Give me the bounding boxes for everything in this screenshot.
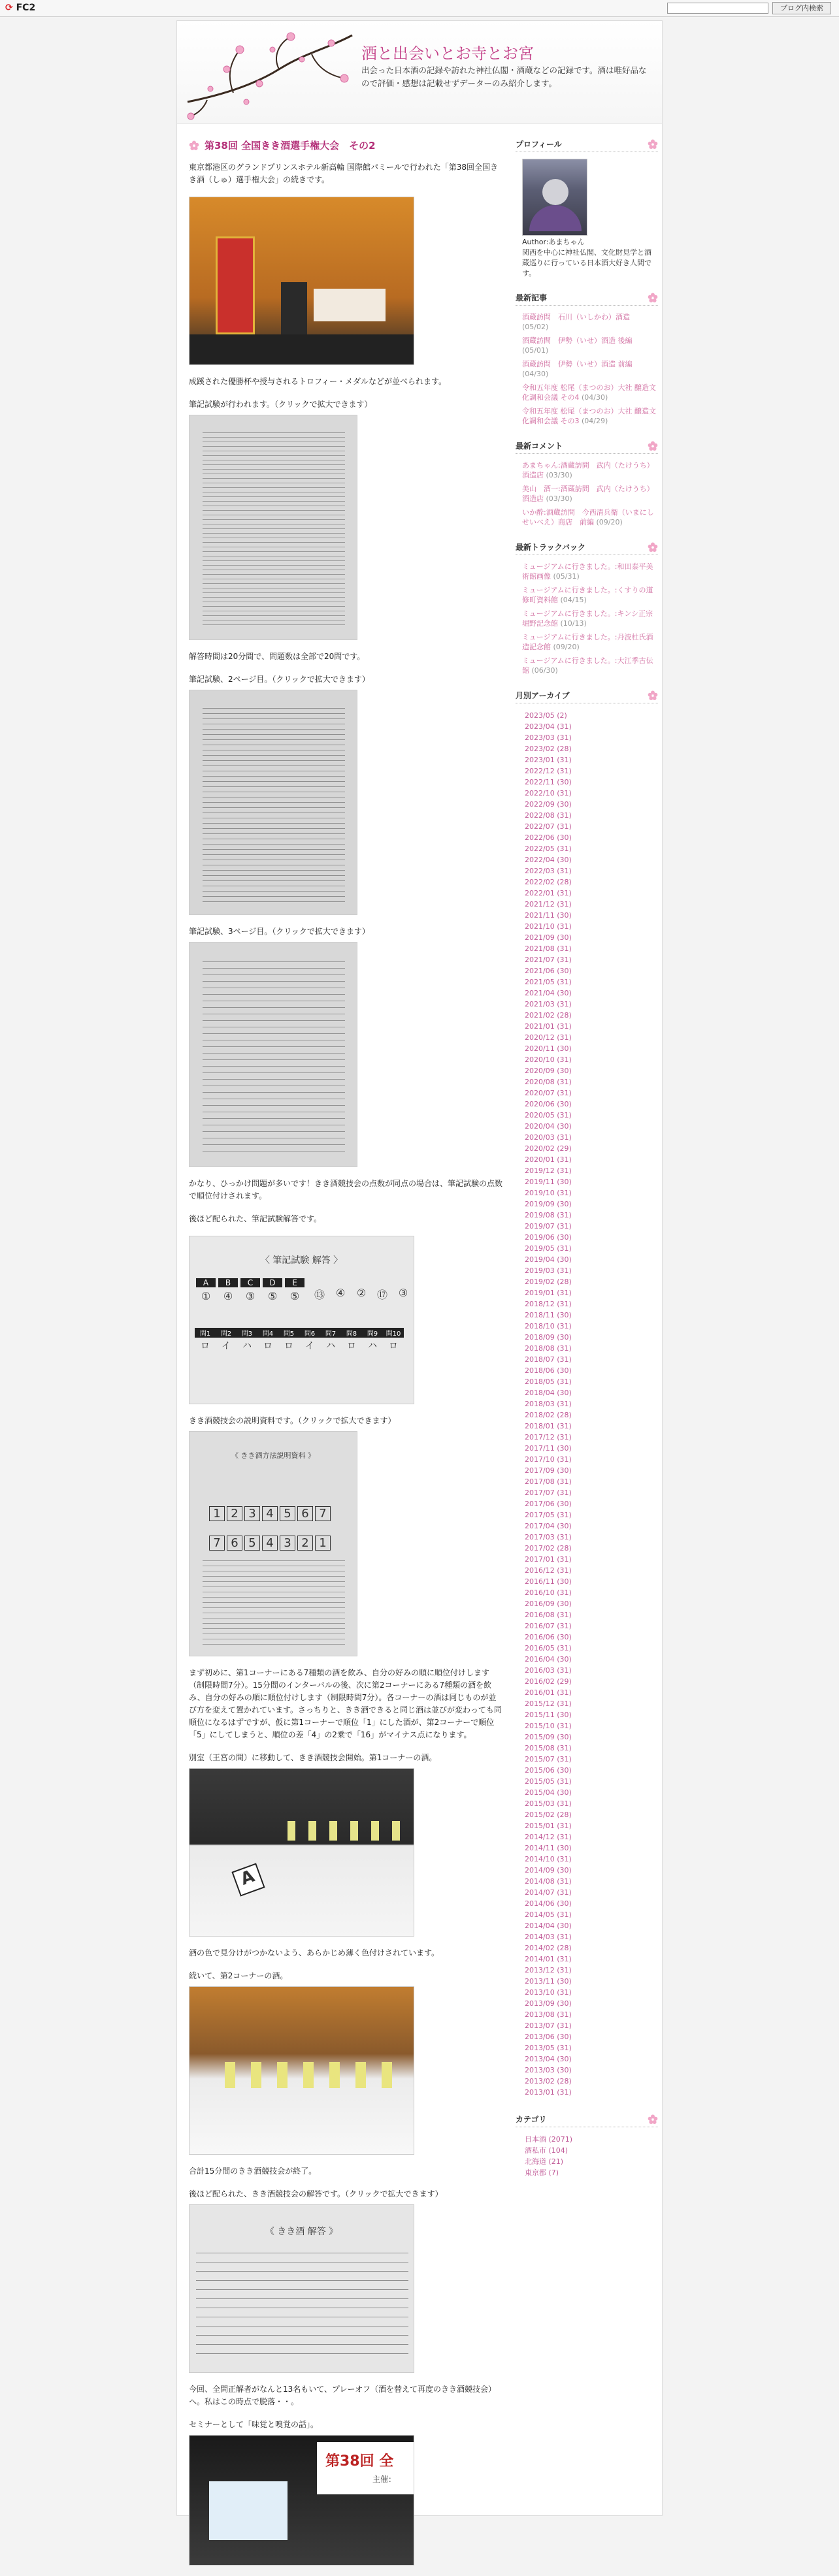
archive-link[interactable]: 2013/11 (30) [525, 1977, 572, 1986]
explain-number: 7 [315, 1506, 331, 1521]
recent-comments-heading-text: 最新コメント [516, 442, 563, 451]
trackbacks-heading-text: 最新トラックバック [516, 543, 586, 552]
archive-link[interactable]: 2014/02 (28) [525, 1944, 572, 1952]
archive-link[interactable]: 2017/01 (31) [525, 1555, 572, 1564]
explain-sheet-title: 《 きき酒方法説明資料 》 [231, 1451, 315, 1460]
recent-entries-heading [516, 292, 658, 306]
archive-link[interactable]: 2016/03 (31) [525, 1666, 572, 1675]
answer-number: ④ [335, 1287, 346, 1299]
trackback-link[interactable] [522, 632, 658, 652]
archive-link[interactable]: 2017/07 (31) [525, 1489, 572, 1497]
trackback-title: ミュージアムに行きました。:キンシ正宗 堀野記念館 [522, 609, 653, 628]
entry-paragraph: 合計15分間のきき酒競技会が終了。 [189, 2166, 317, 2176]
q-label: 問9 [362, 1328, 383, 1338]
archive-link[interactable]: 2013/07 (31) [525, 2021, 572, 2030]
archive-link[interactable]: 2022/07 (31) [525, 822, 572, 831]
q-label: 問5 [278, 1328, 299, 1338]
category-link[interactable]: 北海道 (21) [525, 2157, 564, 2166]
exam-page1-photo[interactable] [189, 415, 357, 640]
archive-link[interactable]: 2020/12 (31) [525, 1033, 572, 1042]
archive-link[interactable]: 2018/10 (31) [525, 1322, 572, 1330]
entry-paragraph: 今回、全問正解者がなんと13名もいて、プレーオフ（酒を替えて再度のきき酒競技会）へ。私はこの時点で脱落・・。 [189, 2385, 496, 2406]
q-label: 問8 [341, 1328, 362, 1338]
categories-heading-text: カテゴリ [516, 2115, 547, 2124]
comment-link-title: 美山 酒一:酒蔵訪問 武内（たけうち）酒造店 [522, 485, 654, 503]
archive-link[interactable]: 2019/01 (31) [525, 1289, 572, 1297]
archive-link[interactable]: 2019/06 (30) [525, 1233, 572, 1242]
archive-link[interactable]: 2020/02 (29) [525, 1144, 572, 1153]
answer-q-answers [195, 1339, 414, 1352]
explain-number: 4 [262, 1506, 278, 1521]
seminar-banner-text: 第38回 全 [325, 2453, 394, 2470]
trackback-title: ミュージアムに行きました。:くすりの道修町資料館 [522, 586, 653, 604]
recent-entry-link[interactable] [522, 383, 658, 402]
archive-link[interactable]: 2015/04 (30) [525, 1788, 572, 1797]
trackback-date: (10/13) [560, 619, 587, 628]
archive-link[interactable]: 2020/07 (31) [525, 1089, 572, 1097]
explain-row-2 [209, 1536, 357, 1551]
fc2-logo[interactable]: ⟳ FC2 [5, 3, 36, 13]
entry-paragraph: きき酒競技会の説明資料です。（クリックで拡大できます） [189, 1416, 396, 1425]
entry-paragraph: 酒の色で見分けがつかないよう、あらかじめ薄く色付けされています。 [189, 1948, 440, 1957]
archive-link[interactable]: 2013/10 (31) [525, 1988, 572, 1997]
archive-link[interactable]: 2015/07 (31) [525, 1755, 572, 1763]
answer-number: ① [201, 1290, 211, 1302]
profile-avatar[interactable] [522, 159, 587, 236]
answer-number: ③ [245, 1290, 255, 1302]
comment-link-date: (09/20) [596, 518, 623, 526]
archive-link[interactable]: 2014/05 (31) [525, 1910, 572, 1919]
q-label: 問1 [195, 1328, 216, 1338]
explain-number: 5 [244, 1536, 260, 1551]
archive-link[interactable]: 2022/08 (31) [525, 811, 572, 820]
archive-link[interactable]: 2023/03 (31) [525, 733, 572, 742]
answer-letter: B [218, 1278, 238, 1287]
fc2-logo-text: FC2 [16, 3, 36, 13]
answer-number: ② [356, 1287, 367, 1299]
archive-link[interactable]: 2020/03 (31) [525, 1133, 572, 1142]
q-answer: イ [222, 1341, 231, 1351]
archive-link[interactable]: 2014/09 (30) [525, 1866, 572, 1875]
recent-comments-heading [516, 440, 658, 454]
explanation-sheet-photo[interactable] [189, 1431, 357, 1656]
entry-link-date: (04/29) [582, 417, 608, 425]
q-answer: ロ [263, 1341, 272, 1351]
trackback-title: ミュージアムに行きました。:和田泰平美術館画像 [522, 562, 653, 581]
archive-link[interactable]: 2015/01 (31) [525, 1822, 572, 1830]
trackback-link[interactable] [522, 656, 658, 675]
explain-number: 2 [297, 1536, 313, 1551]
archive-link[interactable]: 2014/11 (30) [525, 1844, 572, 1852]
archive-link[interactable]: 2022/04 (30) [525, 856, 572, 864]
recent-comment-link[interactable] [522, 507, 658, 527]
archive-link[interactable]: 2019/12 (31) [525, 1167, 572, 1175]
archive-link[interactable]: 2014/07 (31) [525, 1888, 572, 1897]
answer-letter: C [240, 1278, 260, 1287]
archive-link[interactable]: 2015/09 (30) [525, 1733, 572, 1741]
archive-link[interactable]: 2015/02 (28) [525, 1811, 572, 1819]
archive-link[interactable]: 2022/02 (28) [525, 878, 572, 886]
recent-comments-list [522, 460, 658, 527]
archive-link[interactable]: 2016/11 (30) [525, 1577, 572, 1586]
archives-heading [516, 690, 658, 703]
archive-link[interactable]: 2017/10 (31) [525, 1455, 572, 1464]
archives-heading-text: 月別アーカイブ [516, 691, 570, 700]
archive-link[interactable]: 2017/04 (30) [525, 1522, 572, 1530]
entry-paragraph: まず初めに、第1コーナーにある7種類の酒を飲み、自分の好みの順に順位付けします（制限時間7分）。15分間のインターバルの後、次に第2コーナーにある7種類の酒を飲み、自分の好みの順に順位付けします（制限時間7分）。各コーナーの酒は同じものが並び方を変えて置かれています。さっちりと、きき酒できると同じ酒は並びが変わっても同順位になるはずですが、仮に第1コーナーで順位「1」にした酒が、第2コーナーで順位「5」にしてしまうと、順位の差「4」の2乗で「16」がマイナス点になります。 [189, 1668, 502, 1739]
archive-link[interactable]: 2013/01 (31) [525, 2088, 572, 2097]
entry-link-date: (04/30) [522, 370, 549, 378]
q-label: 問10 [383, 1328, 404, 1338]
comment-link-title: あまちゃん:酒蔵訪問 武内（たけうち）酒造店 [522, 461, 654, 479]
archive-link[interactable]: 2021/08 (31) [525, 944, 572, 953]
comment-link-date: (03/30) [546, 471, 572, 479]
categories-heading [516, 2114, 658, 2127]
profile-description: 関西を中心に神社仏閣、文化財見学と酒蔵巡りに行っている日本酒大好き人間です。 [522, 248, 651, 278]
entry-title[interactable]: 第38回 全国きき酒選手権大会 その2 [205, 140, 376, 152]
entry-paragraph: 筆記試験が行われます。（クリックで拡大できます） [189, 400, 372, 409]
archive-link[interactable]: 2015/06 (30) [525, 1766, 572, 1775]
archive-link[interactable]: 2016/05 (31) [525, 1644, 572, 1652]
archive-link[interactable]: 2021/03 (31) [525, 1000, 572, 1008]
category-link[interactable]: 日本酒 (2071) [525, 2135, 573, 2144]
archive-link[interactable]: 2019/08 (31) [525, 1211, 572, 1219]
exam-page3-photo[interactable] [189, 942, 357, 1167]
archive-link[interactable]: 2013/05 (31) [525, 2044, 572, 2052]
archive-link[interactable]: 2023/04 (31) [525, 722, 572, 731]
q-answer: ロ [284, 1341, 293, 1351]
recent-comment-link[interactable] [522, 484, 658, 504]
answer-number: ⑤ [289, 1290, 300, 1302]
entry-paragraph: 筆記試験、3ページ目。（クリックで拡大できます） [189, 927, 370, 936]
archive-link[interactable]: 2015/12 (31) [525, 1699, 572, 1708]
recent-comment-link[interactable] [522, 460, 658, 480]
entry-column [189, 138, 502, 2576]
archive-link[interactable]: 2019/10 (31) [525, 1189, 572, 1197]
explain-row-1 [209, 1506, 357, 1521]
archive-link[interactable]: 2013/08 (31) [525, 2010, 572, 2019]
explain-number: 2 [227, 1506, 242, 1521]
trackback-date: (06/30) [531, 666, 558, 675]
q-answer: ハ [326, 1341, 335, 1351]
explain-number: 3 [244, 1506, 260, 1521]
recent-entry-link[interactable] [522, 312, 658, 332]
archive-link[interactable]: 2021/10 (31) [525, 922, 572, 931]
explain-number: 6 [227, 1536, 242, 1551]
archive-link[interactable]: 2021/04 (30) [525, 989, 572, 997]
archive-link[interactable]: 2022/12 (31) [525, 767, 572, 775]
answer-number: ⑬ [314, 1289, 325, 1301]
archive-link[interactable]: 2016/01 (31) [525, 1688, 572, 1697]
sakura-icon [648, 293, 658, 303]
archive-link[interactable]: 2014/06 (30) [525, 1899, 572, 1908]
archive-link[interactable]: 2017/03 (31) [525, 1533, 572, 1541]
blog-header [177, 21, 662, 124]
answer-letter: A [196, 1278, 216, 1287]
archive-link[interactable]: 2013/12 (31) [525, 1966, 572, 1974]
recent-entries-heading-text: 最新記事 [516, 293, 548, 302]
archive-link[interactable]: 2015/03 (31) [525, 1799, 572, 1808]
entry-link-date: (05/02) [522, 323, 549, 331]
archive-link[interactable]: 2021/12 (31) [525, 900, 572, 909]
q-answer: ロ [201, 1341, 210, 1351]
q-answer: ロ [389, 1341, 398, 1351]
archive-link[interactable]: 2018/01 (31) [525, 1422, 572, 1430]
entry-paragraph: かなり、ひっかけ問題が多いです！きき酒競技会の点数が同点の場合は、筆記試験の点数で順位付けされます。 [189, 1179, 503, 1200]
archive-link[interactable]: 2017/12 (31) [525, 1433, 572, 1441]
archive-link[interactable]: 2021/05 (31) [525, 978, 572, 986]
trackback-date: (05/31) [553, 572, 580, 581]
archive-link[interactable]: 2019/07 (31) [525, 1222, 572, 1231]
entry-title-row [189, 138, 502, 152]
archive-link[interactable]: 2015/08 (31) [525, 1744, 572, 1752]
archive-link[interactable]: 2021/06 (30) [525, 967, 572, 975]
archive-link[interactable]: 2023/02 (28) [525, 745, 572, 753]
q-answer: ハ [368, 1341, 377, 1351]
q-label: 問7 [320, 1328, 341, 1338]
profile-text [522, 237, 658, 279]
answer-number: ④ [223, 1290, 233, 1302]
archive-link[interactable]: 2022/03 (31) [525, 867, 572, 875]
q-label: 問2 [216, 1328, 237, 1338]
archive-link[interactable]: 2019/09 (30) [525, 1200, 572, 1208]
blog-description: 出会った日本酒の記録や訪れた神社仏閣・酒蔵などの記録です。酒は唯好品なので評価・感想は記載せずデーターのみ紹介します。 [361, 65, 647, 88]
archive-link[interactable]: 2022/06 (30) [525, 833, 572, 842]
answer-q-labels [195, 1328, 414, 1338]
sidebar [516, 138, 658, 2178]
page-wrapper [176, 20, 663, 2516]
archive-link[interactable]: 2014/12 (31) [525, 1833, 572, 1841]
seminar-banner-sub: 主催： [372, 2475, 397, 2484]
archive-link[interactable]: 2017/05 (31) [525, 1511, 572, 1519]
q-label: 問3 [237, 1328, 257, 1338]
archive-link[interactable]: 2019/05 (31) [525, 1244, 572, 1253]
profile-heading [516, 138, 658, 152]
archive-link[interactable]: 2013/04 (30) [525, 2055, 572, 2063]
archive-link[interactable]: 2013/06 (30) [525, 2033, 572, 2041]
archive-link[interactable]: 2017/09 (30) [525, 1466, 572, 1475]
blog-search-input[interactable] [667, 3, 768, 14]
archive-link[interactable]: 2020/06 (30) [525, 1100, 572, 1108]
explain-number: 6 [297, 1506, 313, 1521]
answer-number: ⑰ [376, 1289, 387, 1301]
profile-author: Author:あまちゃん [522, 238, 585, 246]
archive-link[interactable]: 2017/08 (31) [525, 1477, 572, 1486]
entry-link-title: 酒蔵訪問 伊勢（いせ）酒造 前編 [522, 360, 633, 368]
archive-link[interactable]: 2018/05 (31) [525, 1377, 572, 1386]
entry-link-date: (05/01) [522, 346, 549, 355]
sakura-icon [189, 140, 199, 151]
archive-link[interactable]: 2018/09 (30) [525, 1333, 572, 1342]
archive-link[interactable]: 2015/10 (31) [525, 1722, 572, 1730]
answer-letter: E [285, 1278, 304, 1287]
blog-search-button[interactable]: ブログ内検索 [772, 2, 831, 14]
archive-link[interactable]: 2019/02 (28) [525, 1278, 572, 1286]
recent-entry-link[interactable] [522, 336, 658, 355]
trophy-photo[interactable] [189, 197, 414, 365]
sakura-icon [648, 2114, 658, 2125]
trackback-title: ミュージアムに行きました。:大江季古伝館 [522, 656, 653, 675]
sakura-icon [648, 139, 658, 150]
archive-link[interactable]: 2018/04 (30) [525, 1389, 572, 1397]
trackbacks-list [522, 562, 658, 675]
archive-link[interactable]: 2017/11 (30) [525, 1444, 572, 1453]
blog-title[interactable]: 酒と出会いとお寺とお宮 [361, 44, 534, 63]
archive-link[interactable]: 2013/09 (30) [525, 1999, 572, 2008]
second-corner-photo[interactable] [189, 1986, 414, 2155]
trackback-date: (09/20) [553, 643, 580, 651]
q-answer: イ [305, 1341, 314, 1351]
archive-list [525, 710, 658, 2098]
archive-link[interactable]: 2018/03 (31) [525, 1400, 572, 1408]
archive-link[interactable]: 2021/01 (31) [525, 1022, 572, 1031]
entry-paragraph: 別室（王宮の間）に移動して、きき酒競技会開始。第1コーナーの酒。 [189, 1753, 437, 1762]
explain-number: 5 [280, 1506, 295, 1521]
cherry-branch-icon [181, 24, 357, 121]
archive-link[interactable]: 2016/06 (30) [525, 1633, 572, 1641]
archive-link[interactable]: 2022/11 (30) [525, 778, 572, 786]
archive-link[interactable]: 2020/11 (30) [525, 1044, 572, 1053]
archive-link[interactable]: 2019/04 (30) [525, 1255, 572, 1264]
recent-entries-list [522, 312, 658, 426]
archive-link[interactable]: 2017/06 (30) [525, 1500, 572, 1508]
entry-paragraph: 解答時間は20分間で、問題数は全部で20問です。 [189, 652, 365, 661]
category-link[interactable]: 東京都 (7) [525, 2168, 559, 2177]
seminar-photo[interactable] [189, 2435, 414, 2566]
archive-link[interactable]: 2019/03 (31) [525, 1266, 572, 1275]
category-link[interactable]: 酒私市 (104) [525, 2146, 568, 2155]
entry-link-title: 酒蔵訪問 伊勢（いせ）酒造 後編 [522, 336, 633, 345]
archive-link[interactable]: 2020/08 (31) [525, 1078, 572, 1086]
archive-link[interactable]: 2022/05 (31) [525, 845, 572, 853]
archive-link[interactable]: 2018/07 (31) [525, 1355, 572, 1364]
comment-link-title: いか酔:酒蔵訪問 今西清兵衛（いまにしせいべえ）商店 前編 [522, 508, 654, 526]
sakura-icon [648, 690, 658, 701]
archive-link[interactable]: 2013/02 (28) [525, 2077, 572, 2085]
q-answer: ロ [347, 1341, 356, 1351]
trackback-link[interactable] [522, 609, 658, 628]
archive-link[interactable]: 2014/08 (31) [525, 1877, 572, 1886]
q-answer: ハ [242, 1341, 252, 1351]
entry-link-title: 令和五年度 松尾（まつのお）大社 醸造文化調和会議 その3 [522, 407, 656, 425]
entry-paragraph: セミナーとして「味覚と嗅覚の話」。 [189, 2420, 319, 2429]
explain-number: 4 [262, 1536, 278, 1551]
answer-letters [196, 1278, 414, 1287]
archive-link[interactable]: 2021/02 (28) [525, 1011, 572, 1020]
entry-paragraph: 後ほど配られた、筆記試験解答です。 [189, 1214, 322, 1223]
trackback-link[interactable] [522, 562, 658, 581]
sakura-icon [648, 542, 658, 553]
category-list [525, 2134, 658, 2178]
archive-link[interactable]: 2023/05 (2) [525, 711, 567, 720]
entry-paragraph: 後ほど配られた、きき酒競技会の解答です。（クリックで拡大できます） [189, 2189, 443, 2198]
archive-link[interactable]: 2019/11 (30) [525, 1178, 572, 1186]
archive-link[interactable]: 2014/10 (31) [525, 1855, 572, 1863]
archive-link[interactable]: 2023/01 (31) [525, 756, 572, 764]
trackback-date: (04/15) [560, 596, 587, 604]
archive-link[interactable]: 2016/07 (31) [525, 1622, 572, 1630]
comment-link-date: (03/30) [546, 494, 572, 503]
archive-link[interactable]: 2016/10 (31) [525, 1588, 572, 1597]
recent-entry-link[interactable] [522, 406, 658, 426]
archive-link[interactable]: 2016/12 (31) [525, 1566, 572, 1575]
archive-link[interactable]: 2018/06 (30) [525, 1366, 572, 1375]
archive-link[interactable]: 2016/04 (30) [525, 1655, 572, 1664]
archive-link[interactable]: 2021/11 (30) [525, 911, 572, 920]
fc2-toolbar [0, 0, 839, 17]
archive-link[interactable]: 2020/01 (31) [525, 1155, 572, 1164]
archive-link[interactable]: 2013/03 (30) [525, 2066, 572, 2074]
archive-link[interactable]: 2021/07 (31) [525, 956, 572, 964]
q-label: 問4 [257, 1328, 278, 1338]
answer-sheet-photo[interactable] [189, 1236, 414, 1404]
profile-heading-text: プロフィール [516, 140, 562, 149]
entry-link-title: 令和五年度 松尾（まつのお）大社 醸造文化調和会議 その4 [522, 383, 656, 402]
archive-link[interactable]: 2022/09 (30) [525, 800, 572, 809]
archive-link[interactable]: 2014/04 (30) [525, 1922, 572, 1930]
entry-link-title: 酒蔵訪問 石川（いしかわ）酒造 [522, 313, 630, 321]
entry-link-date: (04/30) [582, 393, 608, 402]
answer-number: ③ [398, 1287, 408, 1299]
archive-link[interactable]: 2014/01 (31) [525, 1955, 572, 1963]
trackback-link[interactable] [522, 585, 658, 605]
entry-paragraph: 筆記試験、2ページ目。（クリックで拡大できます） [189, 675, 370, 684]
archive-link[interactable]: 2022/01 (31) [525, 889, 572, 897]
recent-entry-link[interactable] [522, 359, 658, 379]
answer-numbers-2 [310, 1287, 414, 1302]
archive-link[interactable]: 2020/04 (30) [525, 1122, 572, 1131]
explain-number: 3 [280, 1536, 295, 1551]
explain-number: 7 [209, 1536, 225, 1551]
archive-link[interactable]: 2021/09 (30) [525, 933, 572, 942]
entry-paragraph: 東京都港区のグランドプリンスホテル新高輪 国際館パミールで行われた「第38回全国きき酒（しゅ）選手権大会」の続きです。 [189, 163, 499, 184]
answer-sheet-title: 〈 筆記試験 解答 〉 [260, 1255, 343, 1266]
archive-link[interactable]: 2022/10 (31) [525, 789, 572, 797]
explain-number: 1 [315, 1536, 331, 1551]
archive-link[interactable]: 2015/11 (30) [525, 1711, 572, 1719]
answer-number: ⑤ [267, 1290, 278, 1302]
archive-link[interactable]: 2020/10 (31) [525, 1055, 572, 1064]
trackbacks-heading [516, 541, 658, 555]
archive-link[interactable]: 2015/05 (31) [525, 1777, 572, 1786]
sakura-icon [648, 441, 658, 451]
archive-link[interactable]: 2018/02 (28) [525, 1411, 572, 1419]
archive-link[interactable]: 2018/12 (31) [525, 1300, 572, 1308]
archive-link[interactable]: 2020/05 (31) [525, 1111, 572, 1119]
exam-page2-photo[interactable] [189, 690, 357, 915]
q-label: 問6 [299, 1328, 320, 1338]
entry-paragraph: 成蹊された優勝杯や授与されるトロフィー・メダルなどが並べられます。 [189, 377, 447, 386]
entry-paragraph: 続いて、第2コーナーの酒。 [189, 1971, 288, 1980]
trackback-title: ミュージアムに行きました。:丹波杜氏酒造記念館 [522, 633, 653, 651]
answer2-title: 《 きき酒 解答 》 [265, 2227, 338, 2237]
explain-number: 1 [209, 1506, 225, 1521]
archive-link[interactable]: 2020/09 (30) [525, 1067, 572, 1075]
archive-link[interactable]: 2018/08 (31) [525, 1344, 572, 1353]
kikizake-answer-photo[interactable] [189, 2204, 414, 2373]
archive-link[interactable]: 2018/11 (30) [525, 1311, 572, 1319]
archive-link[interactable]: 2016/09 (30) [525, 1600, 572, 1608]
archive-link[interactable]: 2016/02 (29) [525, 1677, 572, 1686]
archive-link[interactable]: 2017/02 (28) [525, 1544, 572, 1553]
archive-link[interactable]: 2014/03 (31) [525, 1933, 572, 1941]
answer-letter: D [263, 1278, 282, 1287]
first-corner-photo[interactable]: A [189, 1768, 414, 1937]
archive-link[interactable]: 2016/08 (31) [525, 1611, 572, 1619]
